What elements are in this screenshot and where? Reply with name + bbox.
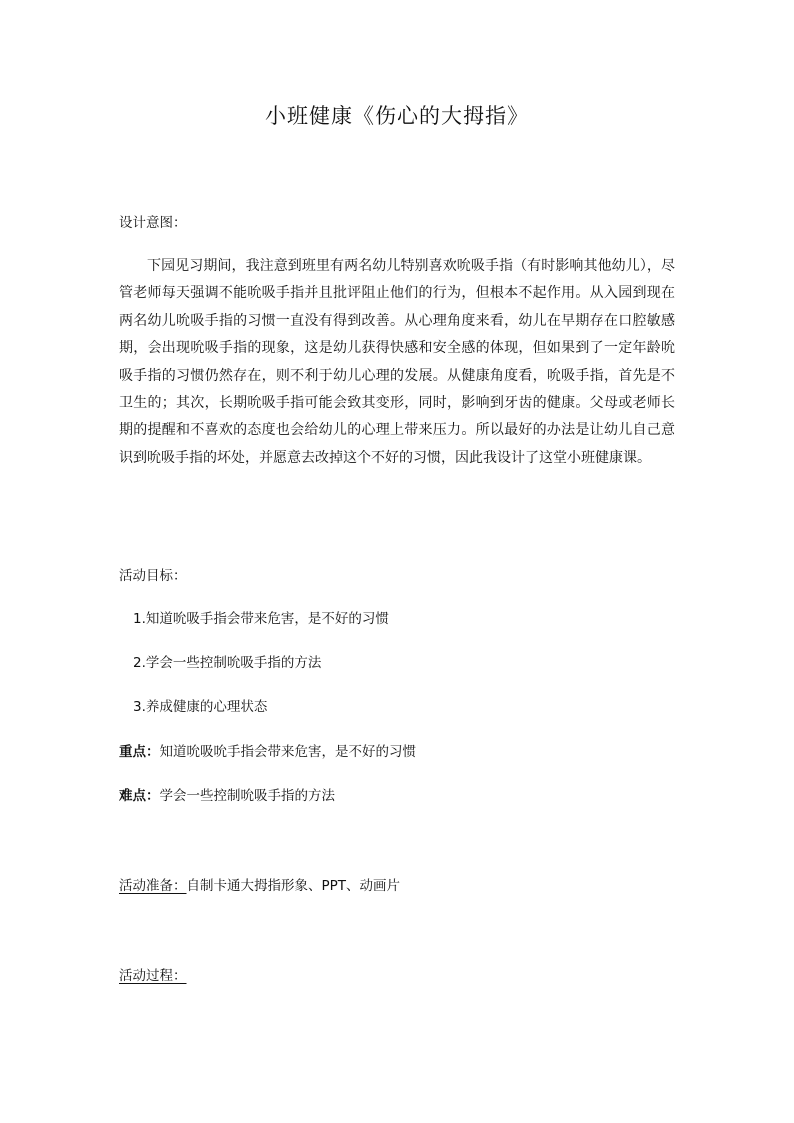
design-intent-paragraph: 下园见习期间，我注意到班里有两名幼儿特别喜欢吮吸手指（有时影响其他幼儿），尽管老师每天强调不能吮吸手指并且批评阻止他们的行为，但根本不起作用。从入园到现在两名幼儿吮吸手指的习惯一直没有得到改善。从心理角度来看，幼儿在早期存在口腔敏感期，会出现吮吸手指的现象，这是幼儿获得快感和安全感的体现，但如果到了一定年龄吮吸手指的习惯仍然存在，则不利于幼儿心理的发展。从健康角度看，吮吸手指，首先是不卫生的；其次，长期吮吸手指可能会致其变形，同时，影响到牙齿的健康。父母或老师长期的提醒和不喜欢的态度也会给幼儿的心理上带来压力。所以最好的办法是让幼儿自己意识到吮吸手指的坏处，并愿意去改掉这个不好的习惯，因此我设计了这堂小班健康课。 — [119, 258, 675, 466]
preparation-label: 活动准备： — [119, 878, 187, 894]
goals-label: 活动目标： — [119, 568, 187, 584]
difficulty-label: 难点： — [119, 788, 160, 804]
difficulty-point — [119, 786, 335, 806]
difficulty-text: 学会一些控制吮吸手指的方法 — [159, 788, 335, 804]
goal-item: 2.学会一些控制吮吸手指的方法 — [133, 655, 322, 671]
design-intent-label: 设计意图： — [119, 215, 187, 231]
document-title: 小班健康《伤心的大拇指》 — [265, 104, 529, 128]
key-point-text: 知道吮吸吮手指会带来危害，是不好的习惯 — [159, 744, 416, 760]
process — [119, 966, 187, 986]
key-point — [119, 742, 416, 762]
key-point-label: 重点： — [119, 744, 160, 760]
goal-item: 3.养成健康的心理状态 — [133, 699, 268, 715]
preparation — [119, 876, 400, 896]
process-label: 活动过程： — [119, 968, 187, 984]
preparation-text: 自制卡通大拇指形象、PPT、动画片 — [186, 878, 401, 894]
goal-item: 1.知道吮吸手指会带来危害，是不好的习惯 — [133, 611, 389, 627]
